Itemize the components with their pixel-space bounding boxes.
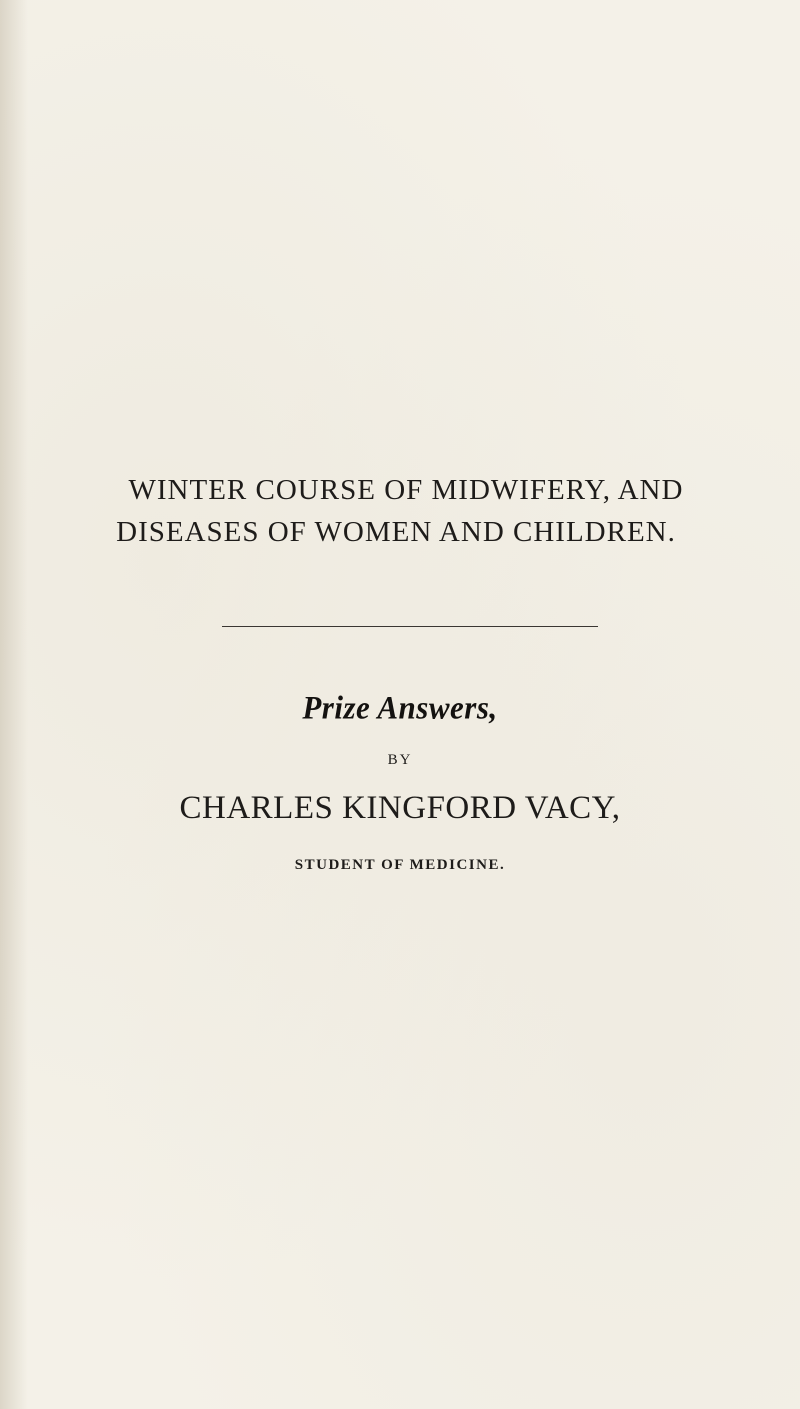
author-description: STUDENT OF MEDICINE. (294, 857, 506, 873)
divider-rule (222, 626, 598, 627)
author-name: CHARLES KINGFORD VACY, (179, 790, 621, 826)
prize-answers-heading: Prize Answers, (302, 689, 498, 726)
title-line-1: WINTER COURSE OF MIDWIFERY, AND (128, 474, 684, 506)
title-line-2: DISEASES OF WOMEN AND CHILDREN. (116, 516, 676, 548)
by-line: BY (387, 752, 413, 768)
